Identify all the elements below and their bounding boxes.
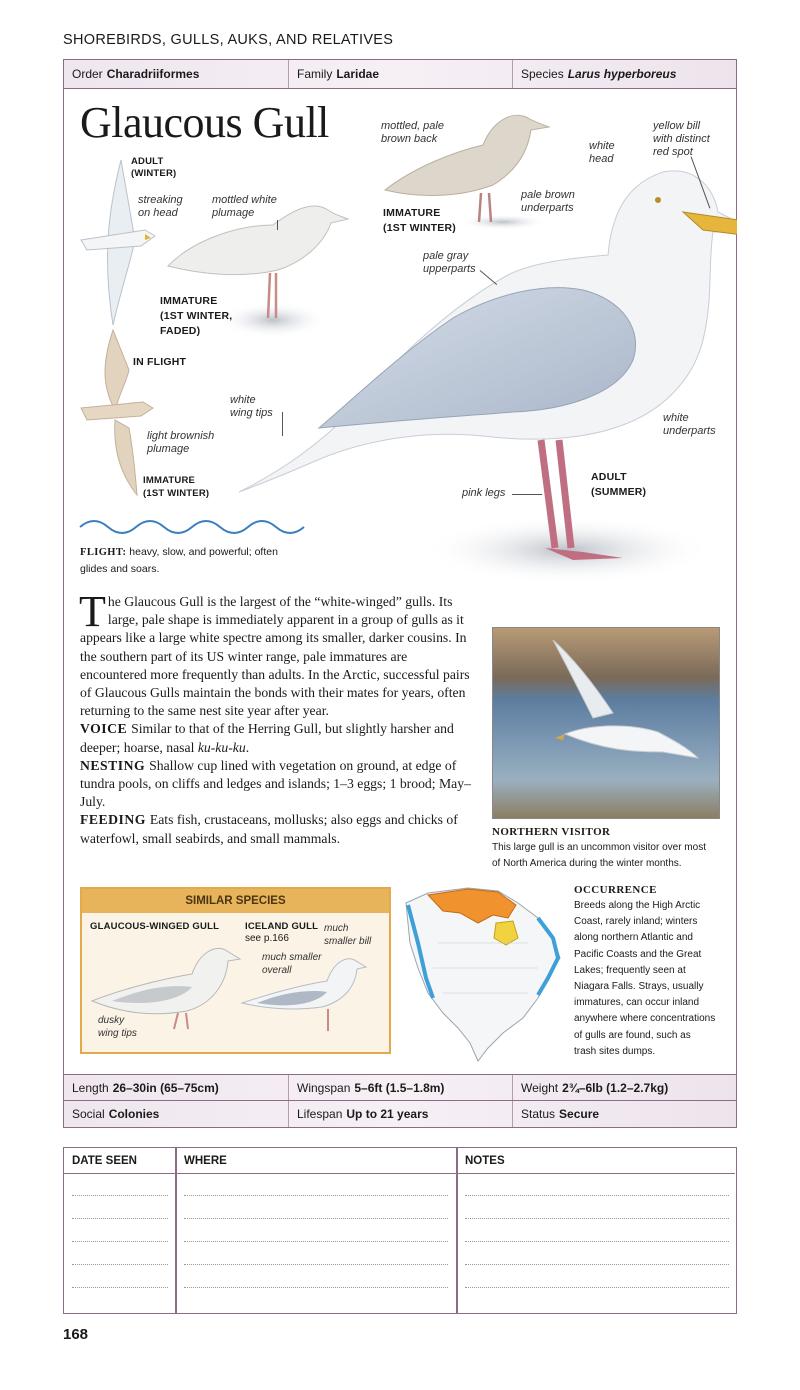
similar-species-box (80, 887, 391, 1054)
leader-line (512, 494, 542, 495)
immature-faded-label: IMMATURE (1ST WINTER, FADED) (160, 295, 233, 337)
lifespan-cell: Lifespan Up to 21 years (288, 1101, 512, 1127)
occurrence-section (574, 883, 734, 1060)
family-value: Laridae (336, 67, 380, 81)
date-line[interactable] (72, 1264, 168, 1265)
notes-line[interactable] (465, 1218, 729, 1219)
date-seen-header: DATE SEEN (64, 1148, 176, 1174)
white-underparts-label: white underparts (663, 412, 716, 437)
date-line[interactable] (72, 1195, 168, 1196)
flight-text-2: glides and soars. (80, 563, 160, 575)
northern-visitor-photo (492, 627, 720, 819)
status-value: Secure (559, 1107, 600, 1121)
adult-summer-label: ADULT (SUMMER) (591, 471, 647, 498)
stats-row-2 (63, 1100, 737, 1128)
notes-line[interactable] (465, 1195, 729, 1196)
family-label: Family (297, 67, 333, 81)
iceland-gull-ref: see p.166 (245, 933, 289, 944)
white-head-label: white head (589, 140, 615, 165)
social-cell: Social Colonies (72, 1107, 160, 1121)
photo-caption (492, 825, 732, 872)
where-header: WHERE (176, 1148, 457, 1174)
nesting-text: Shallow cup lined with vegetation on ground, at edge of tundra pools, on cliffs and ledges and islands; 1–3 eggs; 1 brood; May–July. (80, 757, 471, 810)
similar-species-heading: SIMILAR SPECIES (82, 889, 389, 913)
voice-call: ku-ku-ku (197, 739, 246, 755)
gull-flight-photo (493, 628, 720, 819)
flight-text: heavy, slow, and powerful; often (129, 546, 278, 558)
notes-header: NOTES (457, 1148, 735, 1174)
weight-value: 2¾–6lb (1.2–2.7kg) (562, 1080, 669, 1095)
similar-species-illustrations (82, 889, 389, 1052)
mottled-pale-label: mottled, pale brown back (381, 120, 444, 145)
where-line[interactable] (184, 1195, 448, 1196)
photo-caption-line-1: This large gull is an uncommon visitor over most (492, 842, 706, 853)
much-smaller-overall-label: much smaller overall (262, 952, 322, 976)
leader-line (282, 412, 283, 436)
where-line[interactable] (184, 1287, 448, 1288)
status-cell: Status Secure (512, 1101, 735, 1127)
flight-pattern-wave (80, 521, 304, 533)
lifespan-value: Up to 21 years (346, 1107, 429, 1121)
family-cell (288, 60, 512, 88)
species-cell (512, 60, 735, 88)
white-wing-tips-label: white wing tips (230, 394, 273, 419)
sighting-log-table (63, 1147, 737, 1314)
intro-text: he Glaucous Gull is the largest of the “white-winged” gulls. Its large, pale shape is immediately apparent in a group of gulls as it appears like a large white spectre among its smaller, darker cousins. In the southern part of its US winter range, pale immatures are encountered more frequently than adults. In the Arctic, successful pairs of Glaucous Gulls maintain the bonds with their mates for years, often returning to the same nest site year after year. (80, 594, 470, 719)
wingspan-value: 5–6ft (1.5–1.8m) (354, 1080, 445, 1095)
notes-line[interactable] (465, 1264, 729, 1265)
order-value: Charadriiformes (106, 67, 200, 81)
photo-caption-line-2: of North America during the winter months. (492, 858, 682, 869)
adult-winter-label: ADULT (WINTER) (131, 156, 177, 179)
occurrence-title: OCCURRENCE (574, 884, 657, 896)
weight-cell: Weight 2¾–6lb (1.2–2.7kg) (512, 1075, 735, 1100)
mottled-white-label: mottled white plumage (212, 194, 277, 219)
species-title: Glaucous Gull (80, 98, 329, 147)
feeding-label: FEEDING (80, 812, 146, 828)
much-smaller-bill-label: much smaller bill (324, 923, 372, 947)
occurrence-text: Breeds along the High Arctic Coast, rarely inland; winters along northern Atlantic and Pacific Coasts and the Great Lakes; frequently seen at Niagara Falls. Strays, usually immatures, can occur inland anywhere where concentrations of gulls are found, such as trash sites dumps. (574, 900, 716, 1057)
light-brownish-label: light brownish plumage (147, 430, 215, 455)
notes-line[interactable] (465, 1287, 729, 1288)
photo-title: NORTHERN VISITOR (492, 826, 611, 838)
species-description: The Glaucous Gull is the largest of the “white-winged” gulls. Its large, pale shape is immediately apparent in a group of gulls as it appears like a large white spectre among its smaller, darker cousins. In the southern part of its US winter range, pale immatures are encountered more frequently than adults. In the Arctic, successful pairs of Glaucous Gulls maintain the bonds with their mates for years, often returning to the same nest site year after year. VOICE Similar to that of the Herring Gull, but slightly harsher and deeper; hoarse, nasal ku-ku-ku. NESTING Shallow cup lined with vegetation on ground, at edge of tundra pools, on cliffs and ledges and islands; 1–3 eggs; 1 brood; May–July. FEEDING Eats fish, crustaceans, mollusks; also eggs and chicks of waterfowl, small seabirds, and small mammals. (79, 587, 471, 846)
flight-label: FLIGHT: (80, 547, 127, 558)
in-flight-label: IN FLIGHT (133, 356, 187, 368)
yellow-bill-label: yellow bill with distinct red spot (653, 120, 710, 158)
immature-1st-label: IMMATURE (1ST WINTER) (143, 475, 210, 499)
date-line[interactable] (72, 1287, 168, 1288)
flight-description (80, 544, 278, 577)
page-number: 168 (63, 1326, 89, 1343)
stats-row-1 (63, 1074, 737, 1101)
where-line[interactable] (184, 1264, 448, 1265)
species-label: Species (521, 67, 564, 81)
notes-line[interactable] (465, 1241, 729, 1242)
order-cell (64, 60, 288, 88)
nesting-label: NESTING (80, 757, 146, 773)
voice-label: VOICE (80, 721, 128, 737)
feeding-text: Eats fish, crustaceans, mollusks; also eggs and chicks of waterfowl, small seabirds, and small mammals. (80, 812, 458, 846)
where-line[interactable] (184, 1218, 448, 1219)
length-cell: Length 26–30in (65–75cm) (72, 1080, 219, 1095)
adult-winter-flight-illustration (81, 160, 155, 325)
wingspan-cell: Wingspan 5–6ft (1.5–1.8m) (288, 1075, 512, 1100)
pink-legs-label: pink legs (462, 487, 506, 499)
date-line[interactable] (72, 1218, 168, 1219)
pale-gray-label: pale gray upperparts (423, 250, 476, 275)
glaucous-winged-gull-name: GLAUCOUS-WINGED GULL (90, 921, 220, 932)
pale-brown-label: pale brown underparts (521, 189, 575, 214)
social-value: Colonies (108, 1107, 160, 1121)
voice-text: Similar to that of the Herring Gull, but slightly harsher and deeper; hoarse, nasal (80, 721, 454, 755)
taxonomy-bar (63, 59, 737, 89)
iceland-gull-name: ICELAND GULL (245, 921, 319, 932)
length-value: 26–30in (65–75cm) (112, 1080, 219, 1095)
leader-line (277, 220, 278, 230)
immature-top-label: IMMATURE (1ST WINTER) (383, 207, 456, 234)
drop-cap: T (79, 587, 106, 636)
dusky-wing-tips-label: dusky wing tips (98, 1015, 137, 1039)
range-map (398, 883, 566, 1065)
date-line[interactable] (72, 1241, 168, 1242)
section-title: SHOREBIRDS, GULLS, AUKS, AND RELATIVES (63, 32, 394, 48)
species-value: Larus hyperboreus (567, 67, 677, 81)
streaking-label: streaking on head (138, 194, 183, 219)
where-line[interactable] (184, 1241, 448, 1242)
order-label: Order (72, 67, 103, 81)
